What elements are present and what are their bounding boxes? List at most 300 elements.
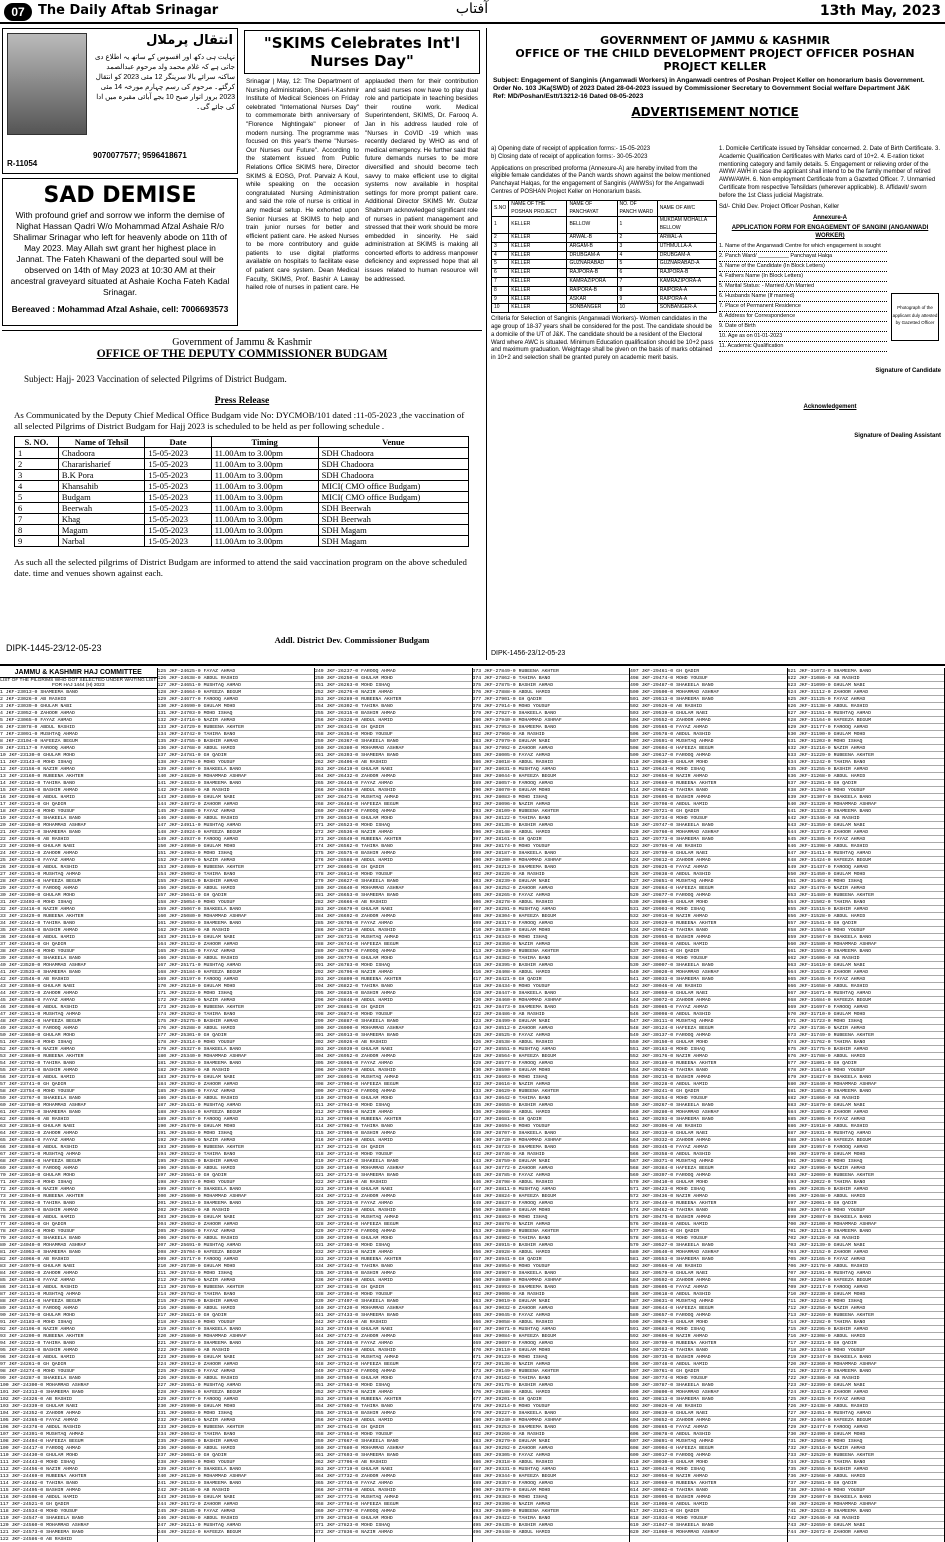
row-name: FAROOQ AHMAD xyxy=(43,1306,78,1311)
table-row xyxy=(630,1487,787,1494)
row-name: ABDUL RASHID xyxy=(518,1180,554,1185)
row-name: NAZIR AHMAD xyxy=(43,767,75,772)
row-name: AB RASHID xyxy=(361,1040,387,1045)
row-serial: 358 xyxy=(315,1432,327,1437)
row-cover: JKF-23936-0 xyxy=(8,1187,44,1192)
table-row xyxy=(630,850,787,857)
row-name: SHAKEELA BANO xyxy=(833,1495,871,1500)
row-cover: JKF-28356-0 xyxy=(484,942,519,947)
row-name: GH QADIR xyxy=(43,1362,67,1367)
table-row xyxy=(0,955,157,962)
table-row xyxy=(158,1102,315,1109)
row-serial: 265 xyxy=(315,781,327,786)
table-row xyxy=(0,710,157,717)
row-serial: 731 xyxy=(787,1439,800,1444)
row-cover: JKF-25106-0 xyxy=(169,928,204,933)
row-name: BASHIR AHMAD xyxy=(518,1243,554,1248)
row-cover: JKF-30423-0 xyxy=(641,1187,677,1192)
row-serial: 713 xyxy=(787,1313,800,1318)
row-name: MUSHTAQ AHMAD xyxy=(203,1243,241,1248)
row-cover: JKF-29305-0 xyxy=(484,1453,519,1458)
row-name: SHAMEEMA BANO xyxy=(203,1341,241,1346)
row-name: SHAKEELA BANO xyxy=(361,1299,399,1304)
table-row xyxy=(0,1277,157,1284)
row-cover: JKF-29175-0 xyxy=(484,1383,519,1388)
row-name: ZAHOOR AHMAD xyxy=(43,1131,78,1136)
row-name: GHULAM MOHD xyxy=(361,816,393,821)
table-row xyxy=(788,1403,945,1410)
schedule-row xyxy=(15,492,469,503)
row-name: FAROOQ AHMAD xyxy=(40,746,75,751)
row-serial: 67 xyxy=(0,1152,9,1157)
row-serial: 288 xyxy=(315,942,327,947)
row-serial: 670 xyxy=(787,1012,800,1017)
row-cover: JKF-32269-0 xyxy=(799,1313,834,1318)
row-cover: JKF-25067-0 xyxy=(169,907,204,912)
vacancy-cell: ASKAR xyxy=(567,295,617,304)
vacancy-cell: 5 xyxy=(617,260,657,269)
row-cover: JKF-24495-0 xyxy=(11,1488,47,1493)
table-row xyxy=(0,1410,157,1417)
table-row xyxy=(0,1004,157,1011)
row-serial: 290 xyxy=(315,956,327,961)
row-name: ABDUL RASHID xyxy=(676,872,711,877)
row-cover: JKF-27407-0 xyxy=(326,1299,362,1304)
row-name: SHAMEEMA BANO xyxy=(676,837,714,842)
row-cover: JKF-31060-0 xyxy=(641,1530,677,1535)
row-name: FAROOQ AHMAD xyxy=(361,949,396,954)
row-serial: 278 xyxy=(315,872,327,877)
row-cover: JKF-24144-0 xyxy=(8,1299,44,1304)
row-cover: JKF-25210-0 xyxy=(169,984,204,989)
row-cover: JKF-25639-0 xyxy=(169,1215,204,1220)
row-name: MOHD ISHAQ xyxy=(518,935,548,940)
table-row xyxy=(158,717,315,724)
table-row xyxy=(315,773,472,780)
row-serial: 323 xyxy=(315,1187,327,1192)
table-row xyxy=(473,871,630,878)
row-cover: JKF-23416-0 xyxy=(8,907,44,912)
row-cover: JKF-32074-0 xyxy=(799,1208,834,1213)
table-row xyxy=(315,864,472,871)
table-row xyxy=(473,1284,630,1291)
table-row xyxy=(788,682,945,689)
row-name: HAFEEZA BEGUM xyxy=(203,1250,241,1255)
row-cover: JKF-24898-0 xyxy=(169,816,204,821)
row-cover: JKF-30787-0 xyxy=(641,1383,677,1388)
row-name: RUBEENA AKHTER xyxy=(518,1229,559,1234)
row-cover: JKF-32282-0 xyxy=(799,1320,834,1325)
table-row xyxy=(788,969,945,976)
row-serial: 519 xyxy=(630,823,642,828)
budgam-signature: Addl. District Dev. Commissioner Budgam xyxy=(274,635,430,645)
row-cover: JKF-23377-0 xyxy=(8,886,44,891)
budgam-ref: DIPK-1445-23/12-05-23 xyxy=(6,643,102,653)
row-name: SHAMEEMA BANO xyxy=(203,781,241,786)
row-cover: JKF-23585-0 xyxy=(8,998,44,1003)
vacancy-cell: 10 xyxy=(492,304,509,313)
table-row xyxy=(630,1312,787,1319)
row-name: GHULAM MOHD xyxy=(676,1040,708,1045)
table-row xyxy=(158,934,315,941)
row-name: ZAHOOR AHMAD xyxy=(518,1166,554,1171)
table-row xyxy=(0,731,157,738)
row-name: SHAMEEMA BANO xyxy=(833,1229,871,1234)
table-row xyxy=(315,1410,472,1417)
row-serial: 149 xyxy=(157,837,170,842)
row-name: GHULAM MOHD xyxy=(518,788,551,793)
table-row xyxy=(473,766,630,773)
row-name: GHULAM NABI xyxy=(518,879,551,884)
row-cover: JKF-27550-0 xyxy=(326,1376,362,1381)
row-serial: 653 xyxy=(787,893,800,898)
table-row xyxy=(788,787,945,794)
row-cover: JKF-29955-0 xyxy=(641,935,677,940)
row-serial: 531 xyxy=(630,907,642,912)
row-name: ABDUL HAMID xyxy=(43,1215,75,1220)
row-cover: JKF-32555-0 xyxy=(799,1467,834,1472)
row-name: HAFEEZA BEGUM xyxy=(518,774,556,779)
row-name: RUBEENA AKHTER xyxy=(203,1005,244,1010)
row-serial: 203 xyxy=(157,1215,170,1220)
table-row xyxy=(630,1060,787,1067)
row-serial: 364 xyxy=(315,1474,327,1479)
row-cover: JKF-25132-0 xyxy=(169,942,204,947)
row-serial: 492 xyxy=(472,1502,485,1507)
row-serial: 188 xyxy=(157,1110,170,1115)
table-row xyxy=(473,1389,630,1396)
row-name: FAROOQ AHMAD xyxy=(676,1313,711,1318)
table-row xyxy=(630,927,787,934)
schedule-row xyxy=(15,525,469,536)
row-serial: 388 xyxy=(472,774,485,779)
annexure-title: Annexure-A xyxy=(812,215,847,222)
table-row xyxy=(0,1417,157,1424)
row-cover: JKF-24209-0 xyxy=(8,1334,44,1339)
table-row xyxy=(315,1025,472,1032)
row-cover: JKF-29526-0 xyxy=(641,704,677,709)
row-serial: 367 xyxy=(315,1495,327,1500)
row-cover: JKF-27563-0 xyxy=(326,1383,362,1388)
row-cover: JKF-28603-0 xyxy=(484,1075,519,1080)
row-serial: 275 xyxy=(315,851,327,856)
vacancy-cell: KELLER xyxy=(509,295,567,304)
row-name: NAZIR AHMAD xyxy=(203,718,236,723)
row-serial: 744 xyxy=(787,1530,800,1535)
row-name: RUBEENA AKHTER xyxy=(833,753,874,758)
table-row xyxy=(0,1123,157,1130)
row-name: ABDUL RASHID xyxy=(43,1145,78,1150)
row-cover: JKF-26614-0 xyxy=(326,872,362,877)
row-serial: 588 xyxy=(630,1306,642,1311)
row-serial: 471 xyxy=(472,1355,485,1360)
vacancy-cell: RAIPORA-B xyxy=(567,286,617,295)
table-row xyxy=(158,745,315,752)
row-name: SHAMEEMA BANO xyxy=(676,1397,714,1402)
row-name: ABDUL RASHID xyxy=(676,1292,711,1297)
row-cover: JKF-32308-0 xyxy=(799,1334,834,1339)
row-name: ABDUL HAMID xyxy=(518,970,551,975)
table-row xyxy=(315,878,472,885)
table-row xyxy=(473,1354,630,1361)
row-serial: 107 xyxy=(0,1432,12,1437)
table-row xyxy=(315,1277,472,1284)
row-name: BASHIR AHMAD xyxy=(203,1159,239,1164)
row-name: MOHD YOUSUF xyxy=(43,1229,75,1234)
row-name: MOHD YOUSUF xyxy=(361,732,393,737)
row-serial: 72 xyxy=(0,1187,9,1192)
row-cover: JKF-26796-0 xyxy=(326,970,362,975)
row-serial: 151 xyxy=(157,851,170,856)
row-cover: JKF-30449-0 xyxy=(641,1201,677,1206)
vacancy-cell: 5 xyxy=(492,260,509,269)
table-row xyxy=(630,1277,787,1284)
table-row xyxy=(158,1172,315,1179)
row-serial: 496 xyxy=(472,1530,485,1535)
row-name: TAHIRA BANO xyxy=(518,1096,551,1101)
row-cover: JKF-30514-0 xyxy=(641,1236,677,1241)
table-row xyxy=(630,759,787,766)
row-name: GHULAM NABI xyxy=(518,1019,551,1024)
row-serial: 296 xyxy=(315,998,327,1003)
row-name: GH QADIR xyxy=(361,725,385,730)
row-serial: 346 xyxy=(315,1348,327,1353)
row-name: BASHIR AHMAD xyxy=(43,928,78,933)
row-name: SHAKEELA BANO xyxy=(676,823,714,828)
row-cover: JKF-32230-0 xyxy=(799,1292,834,1297)
row-serial: 4 xyxy=(0,711,6,716)
row-cover: JKF-31190-0 xyxy=(799,732,834,737)
row-cover: JKF-23221-0 xyxy=(8,802,44,807)
row-serial: 175 xyxy=(157,1019,170,1024)
table-row xyxy=(315,892,472,899)
row-cover: JKF-29006-0 xyxy=(484,1292,519,1297)
table-row xyxy=(630,682,787,689)
row-cover: JKF-25379-0 xyxy=(169,1075,204,1080)
row-cover: JKF-26432-0 xyxy=(326,774,362,779)
table-row xyxy=(0,906,157,913)
table-row xyxy=(630,1025,787,1032)
row-serial: 136 xyxy=(157,746,170,751)
vacancy-cell: KAMRAZIPORA-A xyxy=(657,277,716,286)
row-serial: 565 xyxy=(630,1145,642,1150)
row-cover: JKF-27862-0 xyxy=(484,676,519,681)
row-serial: 56 xyxy=(0,1075,9,1080)
row-serial: 285 xyxy=(315,921,327,926)
table-row xyxy=(630,1361,787,1368)
documents-list: 1. Domicile Certificate issued by Tehsildar concerned. 2. Date of Birth Certificate. 3. Academic Qualification Certificates with Marks card of 10+2. 4. E-ration ticket mentioning category and family details. 5. Engagement or relieving order of the AWW/ AWH in case the applicant shall intend to be the family member of retired AWW/AWH. 6. Non employment Certificate from a Gazetted Officer. 7. Unmarried Certificate from respective Tehsildars (wherever applicable). 8. Affidavit/ sworn before the 1st Class judicial Magistrate. xyxy=(719,146,940,199)
row-cover: JKF-26640-0 xyxy=(326,886,362,891)
row-serial: 724 xyxy=(787,1390,800,1395)
row-serial: 153 xyxy=(157,865,170,870)
row-name: MOHD YOUSUF xyxy=(676,1376,708,1381)
row-serial: 736 xyxy=(787,1474,800,1479)
row-name: FAYAZ AHMAD xyxy=(40,718,72,723)
row-name: MOHD ISHAQ xyxy=(203,1411,233,1416)
row-cover: JKF-27784-0 xyxy=(326,1502,362,1507)
row-cover: JKF-28694-0 xyxy=(484,1124,519,1129)
table-row xyxy=(788,752,945,759)
table-row xyxy=(0,1480,157,1487)
row-serial: 63 xyxy=(0,1124,9,1129)
cdpo-signature: Sd/- Child Dev. Project Officer Poshan, Keller xyxy=(719,203,840,210)
row-serial: 398 xyxy=(472,844,485,849)
row-cover: JKF-24417-0 xyxy=(11,1446,47,1451)
row-name: ZAHOOR AHMAD xyxy=(361,1474,396,1479)
table-row xyxy=(473,1340,630,1347)
row-name: FAROOQ AHMAD xyxy=(361,1509,396,1514)
row-cover: JKF-28343-0 xyxy=(484,935,519,940)
table-row xyxy=(0,1305,157,1312)
row-name: FAROOQ AHMAD xyxy=(518,921,554,926)
row-serial: 140 xyxy=(157,774,170,779)
row-name: AB RASHID xyxy=(361,1180,387,1185)
row-name: ABDUL RASHID xyxy=(203,956,239,961)
row-cover: JKF-30371-0 xyxy=(641,1159,677,1164)
row-name: ZAHOOR AHMAD xyxy=(203,1362,239,1367)
row-serial: 740 xyxy=(787,1502,800,1507)
row-cover: JKF-29435-0 xyxy=(484,1523,519,1528)
row-serial: 193 xyxy=(157,1145,170,1150)
table-row xyxy=(788,1312,945,1319)
row-name: ABDUL RASHID xyxy=(676,732,711,737)
table-row xyxy=(158,906,315,913)
table-row xyxy=(788,1095,945,1102)
row-serial: 260 xyxy=(315,746,327,751)
row-serial: 154 xyxy=(157,872,170,877)
row-cover: JKF-30930-0 xyxy=(641,1460,677,1465)
row-name: BASHIR AHMAD xyxy=(833,1467,869,1472)
row-serial: 11 xyxy=(0,760,9,765)
vacancy-cell: KELLER xyxy=(509,233,567,242)
row-name: BASHIR AHMAD xyxy=(203,1299,239,1304)
row-name: SHAMEEMA BANO xyxy=(518,1005,556,1010)
row-name: ABDUL HAMID xyxy=(43,935,75,940)
vacancy-cell: DRUBGAM-A xyxy=(657,251,716,260)
row-cover: JKF-25444-0 xyxy=(169,1110,204,1115)
table-row xyxy=(158,1529,315,1536)
table-row xyxy=(630,794,787,801)
row-cover: JKF-31268-0 xyxy=(799,774,834,779)
schedule-cell: 9 xyxy=(15,536,59,547)
vacancy-cell: SONBANGER-A xyxy=(657,304,716,313)
table-row xyxy=(158,780,315,787)
row-name: AB RASHID xyxy=(203,1208,230,1213)
row-serial: 325 xyxy=(315,1201,327,1206)
row-cover: JKF-31762-0 xyxy=(799,1040,834,1045)
row-name: SHAKEELA BANO xyxy=(361,879,399,884)
row-name: ZAHOOR AHMAD xyxy=(676,1278,711,1283)
row-cover: JKF-28473-0 xyxy=(484,1005,519,1010)
row-name: GHULAM MOHD xyxy=(518,1068,551,1073)
table-row xyxy=(0,1207,157,1214)
table-row xyxy=(158,990,315,997)
table-row xyxy=(788,1004,945,1011)
row-cover: JKF-30202-0 xyxy=(641,1068,677,1073)
row-cover: JKF-30059-0 xyxy=(641,991,677,996)
row-name: SHAKEELA BANO xyxy=(833,935,871,940)
table-row xyxy=(630,1382,787,1389)
row-serial: 228 xyxy=(157,1390,170,1395)
row-name: FAYAZ AHMAD xyxy=(43,1278,75,1283)
table-row xyxy=(473,1473,630,1480)
row-cover: JKF-26952-0 xyxy=(326,1054,362,1059)
row-serial: 196 xyxy=(157,1166,170,1171)
row-name: ABDUL HAMID xyxy=(203,886,236,891)
row-name: SHAMEEMA BANO xyxy=(518,1285,556,1290)
row-name: MOHD ISHAQ xyxy=(833,879,863,884)
row-cover: JKF-25652-0 xyxy=(169,1222,204,1227)
row-cover: JKF-32425-0 xyxy=(799,1397,834,1402)
row-name: ZAHOOR AHMAD xyxy=(518,1446,554,1451)
table-row xyxy=(473,689,630,696)
row-serial: 456 xyxy=(472,1250,485,1255)
row-serial: 499 xyxy=(630,683,642,688)
row-cover: JKF-32464-0 xyxy=(799,1418,834,1423)
row-cover: JKF-28863-0 xyxy=(484,1215,519,1220)
row-cover: JKF-29916-0 xyxy=(641,914,677,919)
row-name: RUBEENA AKHTER xyxy=(676,1481,717,1486)
row-name: HAFEEZA BEGUM xyxy=(203,1390,241,1395)
row-serial: 704 xyxy=(787,1250,800,1255)
table-row xyxy=(315,1053,472,1060)
row-serial: 49 xyxy=(0,1026,9,1031)
row-name: NAZIR AHMAD xyxy=(361,830,393,835)
row-cover: JKF-24352-0 xyxy=(11,1411,47,1416)
row-cover: JKF-28148-0 xyxy=(484,830,519,835)
row-name: FAROOQ AHMAD xyxy=(518,1201,554,1206)
row-cover: JKF-27108-0 xyxy=(326,1138,362,1143)
row-name: SHAKEELA BANO xyxy=(203,1327,241,1332)
row-name: AB RASHID xyxy=(43,837,70,842)
table-row xyxy=(315,1165,472,1172)
table-row xyxy=(0,1081,157,1088)
vacancy-cell: 6 xyxy=(492,269,509,278)
schedule-header: Date xyxy=(145,437,211,448)
row-serial: 373 xyxy=(472,669,485,674)
cdpo-left-column xyxy=(491,146,717,363)
table-row xyxy=(630,871,787,878)
row-serial: 313 xyxy=(315,1117,327,1122)
row-cover: JKF-25171-0 xyxy=(169,963,204,968)
row-serial: 320 xyxy=(315,1166,327,1171)
row-name: HAFEEZA BEGUM xyxy=(833,718,871,723)
table-row xyxy=(158,1242,315,1249)
table-row xyxy=(315,717,472,724)
table-row xyxy=(630,948,787,955)
row-name: HAFEEZA BEGUM xyxy=(46,1439,84,1444)
table-row xyxy=(473,787,630,794)
row-cover: JKF-26055-0 xyxy=(169,1439,204,1444)
row-serial: 50 xyxy=(0,1033,9,1038)
row-serial: 197 xyxy=(157,1173,170,1178)
row-cover: JKF-25574-0 xyxy=(169,1180,204,1185)
schedule-cell: 15-05-2023 xyxy=(145,525,211,536)
schedule-cell: 15-05-2023 xyxy=(145,470,211,481)
row-serial: 400 xyxy=(472,858,485,863)
row-serial: 95 xyxy=(0,1348,9,1353)
table-row xyxy=(0,1046,157,1053)
row-name: ABDUL RASHID xyxy=(361,788,396,793)
schedule-cell: SDH Chadoora xyxy=(318,470,468,481)
table-row xyxy=(0,689,157,696)
row-cover: JKF-23195-0 xyxy=(8,788,44,793)
row-name: TAHIRA BANO xyxy=(361,1124,393,1129)
table-row xyxy=(158,773,315,780)
row-name: FAYAZ AHMAD xyxy=(518,1453,551,1458)
row-serial: 389 xyxy=(472,781,485,786)
row-name: MOHAMMAD ASHRAF xyxy=(676,1250,720,1255)
